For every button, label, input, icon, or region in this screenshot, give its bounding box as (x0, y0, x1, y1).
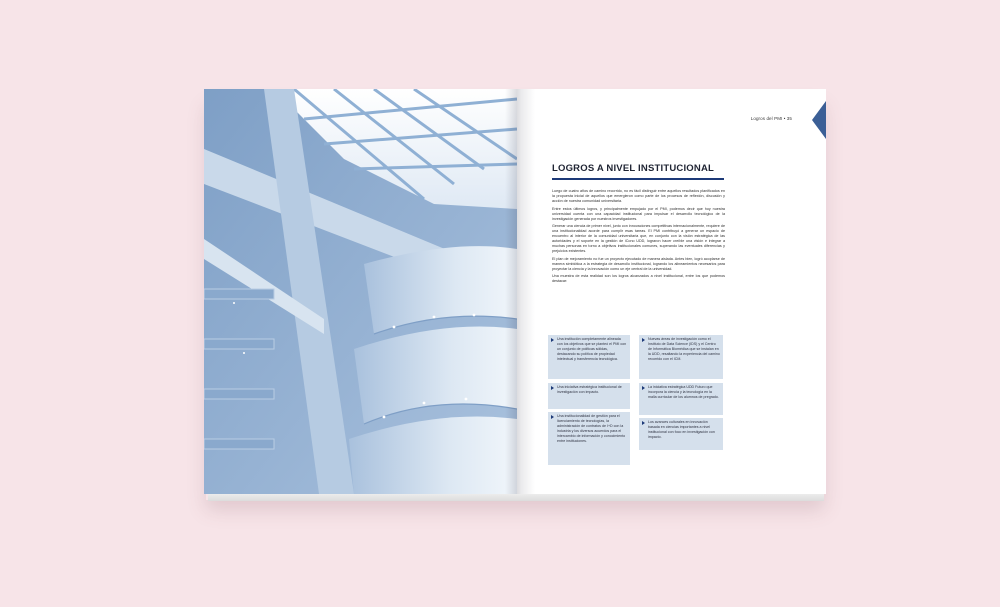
arrow-bullet-icon (551, 338, 554, 342)
running-head: Logros del PMI • 35 (750, 116, 792, 121)
corner-tab-graphic (812, 101, 826, 139)
paragraph: Entre estos últimos logros, y principalmente empujado por el PMI, podemos decir que hoy nuestra universidad cuenta con una capacidad institucional para impulsar el desarrollo tecnológico de la investigación generada por nuestros investigadores. (552, 206, 725, 221)
achievement-box (639, 383, 723, 415)
atrium-image (204, 89, 517, 494)
paragraph: Generar una ciencia de primer nivel, junto con innovaciones competitivas internacionalmente, requiere de una institucionalidad acorde para cumplir esas tareas. El PMI contribuyó a generar un espacio de encuentro al interior de la comunidad universitaria que, en conjunto con la visión estratégica de las autoridades y el soporte en la gestión de iCono UDD, lograron hacer creíble una visión e integrar a muchas personas en torno a objetivos institucionales comunes, superando las eventuales diferencias y prejuicios existentes. (552, 224, 725, 253)
achievement-text: Una institucionalidad de gestión para el licenciamiento de tecnologías, la administración de contratos de I+D con la industria y los diversos acuerdos para el intercambio de información y conocimiento entre instituciones. (557, 414, 626, 443)
achievement-text: La iniciativa estratégica UDD Futuro que incorpora la ciencia y la tecnología en la malla curricular de los alumnos de pregrado. (648, 385, 719, 399)
body-text (552, 189, 725, 287)
achievement-text: Una institución completamente alineada con los objetivos que se planteó el PMI con un conjunto de políticas sólidas, destacando su política de propiedad intelectual y transferencia tecnológica. (557, 337, 627, 361)
page-stack-edge (208, 494, 824, 501)
achievement-text: Una iniciativa estratégica institucional de investigación con impacto. (557, 385, 622, 394)
arrow-bullet-icon (551, 415, 554, 419)
achievement-text: Nuevas áreas de investigación como el Instituto de Data Science (IDS) y el Centro de Informática Biomédica que se instalan en la UDD, resaltando la experiencia del camino recorrido con el ICM. (648, 337, 720, 361)
achievement-box (639, 418, 723, 450)
arrow-bullet-icon (642, 338, 645, 342)
text-page (517, 89, 826, 494)
achievement-box (548, 383, 630, 409)
arrow-bullet-icon (642, 421, 645, 425)
title-underline (552, 178, 724, 180)
paragraph: Luego de cuatro años de camino recorrido, no es fácil distinguir entre aquellos resultados planificados en la propuesta inicial de aquellos que emergieron como parte de los procesos de reflexión, discusión y acción de nuestra comunidad universitaria. (552, 189, 725, 203)
arrow-bullet-icon (551, 386, 554, 390)
achievement-text: Los avances culturales en innovación basada en ciencias importantes a nivel institucional con foco en investigación con impacto. (648, 420, 715, 439)
paragraph: El plan de mejoramiento no fue un proyecto ejecutado de manera aislada. Antes bien, logró acoplarse de manera simbiótica a la estrategia de desarrollo institucional, logrando los alineamientos necesarios para proyectar la ciencia y la innovación como un eje central de la universidad. (552, 256, 725, 271)
achievement-box (548, 335, 630, 379)
section-title: LOGROS A NIVEL INSTITUCIONAL (552, 163, 715, 174)
achievement-box (639, 335, 723, 379)
architecture-photo (204, 89, 517, 494)
achievement-box (548, 412, 630, 465)
arrow-bullet-icon (642, 386, 645, 390)
paragraph: Una muestra de esta realidad son los logros alcanzados a nivel institucional, entre los que podemos destacar: (552, 274, 725, 283)
